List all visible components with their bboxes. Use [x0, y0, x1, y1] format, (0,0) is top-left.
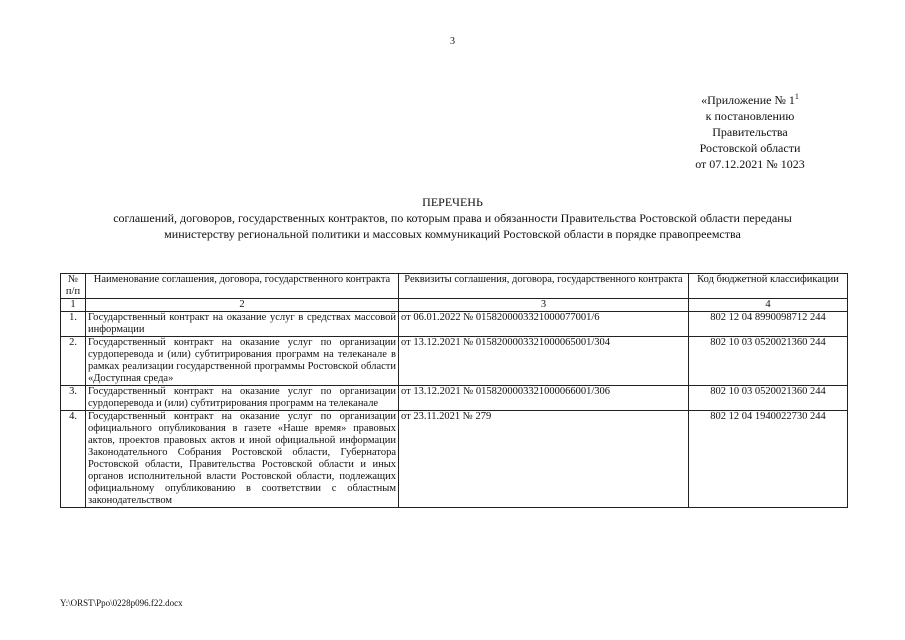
index-cell: 1	[61, 299, 86, 312]
index-cell: 3	[399, 299, 689, 312]
row-requisites: от 13.12.2021 № 0158200003321000066001/306	[399, 386, 689, 411]
row-requisites: от 06.01.2022 № 0158200003321000077001/6	[399, 312, 689, 337]
document-title: ПЕРЕЧЕНЬ	[422, 195, 483, 209]
table-row	[61, 312, 848, 337]
table-row	[61, 337, 848, 386]
table-header-row	[61, 274, 848, 299]
row-name: Государственный контракт на оказание услуг по организации официального опубликования в газете «Наше время» правовых актов, проектов правовых актов и иной официальной информации Законодательного Собрания Ростовской области, Губернатора Ростовской области, Правительства Ростовской области и иных органов исполнительной власти Ростовской области, подлежащих официальному опубликованию в соответствии с областным законодательством	[86, 411, 399, 508]
appendix-line-3: Правительства	[712, 125, 788, 139]
table-row	[61, 411, 848, 508]
row-requisites: от 13.12.2021 № 0158200003321000065001/304	[399, 337, 689, 386]
page-number: 3	[450, 36, 455, 47]
header-requisites: Реквизиты соглашения, договора, государственного контракта	[399, 274, 689, 299]
row-num: 4.	[61, 411, 86, 508]
row-budget-code: 802 10 03 0520021360 244	[689, 386, 848, 411]
row-requisites: от 23.11.2021 № 279	[399, 411, 689, 508]
index-cell: 4	[689, 299, 848, 312]
appendix-line-5: от 07.12.2021 № 1023	[695, 157, 805, 171]
row-num: 3.	[61, 386, 86, 411]
row-num: 2.	[61, 337, 86, 386]
appendix-line-4: Ростовской области	[699, 141, 801, 155]
row-name: Государственный контракт на оказание услуг в средствах массовой информации	[86, 312, 399, 337]
appendix-superscript: 1	[794, 92, 799, 101]
header-budget-code: Код бюджетной классификации	[689, 274, 848, 299]
table-row	[61, 386, 848, 411]
row-budget-code: 802 10 03 0520021360 244	[689, 337, 848, 386]
row-name: Государственный контракт на оказание услуг по организации сурдоперевода и (или) субтитрирования программ на телеканале	[86, 386, 399, 411]
index-cell: 2	[86, 299, 399, 312]
row-budget-code: 802 12 04 8990098712 244	[689, 312, 848, 337]
appendix-block	[640, 92, 860, 172]
header-num: № п/п	[61, 274, 86, 299]
appendix-line-1: «Приложение № $1^1$	[701, 92, 799, 107]
header-name: Наименование соглашения, договора, государственного контракта	[86, 274, 399, 299]
appendix-line-2: к постановлению	[705, 109, 795, 123]
row-name: Государственный контракт на оказание услуг по организации сурдоперевода и (или) субтитрирования программ на телеканале в рамках реализации государственной программы Ростовской области «Доступная среда»	[86, 337, 399, 386]
document-subtitle: соглашений, договоров, государственных контрактов, по которым права и обязанности Правительства Ростовской области переданы министерству региональной политики и массовых коммуникаций Ростовской области в порядке правопреемства	[113, 211, 792, 241]
footer-file-path: Y:\ORST\Ppo\0228p096.f22.docx	[60, 598, 183, 608]
table-index-row	[61, 299, 848, 312]
row-num: 1.	[61, 312, 86, 337]
contracts-table	[60, 273, 848, 508]
row-budget-code: 802 12 04 1940022730 244	[689, 411, 848, 508]
